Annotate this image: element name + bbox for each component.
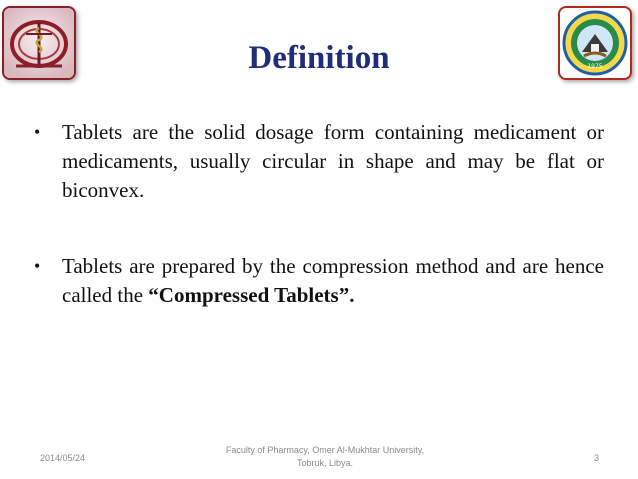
footer-date: 2014/05/24	[40, 453, 86, 463]
footer-institution	[200, 444, 450, 470]
bullet-text	[62, 252, 604, 310]
bullet-item-2	[34, 252, 604, 310]
bullet-text-plain: Tablets are prepared by the compression method and are hence called the	[62, 254, 604, 307]
bullet-marker: •	[34, 122, 41, 142]
bullet-text: Tablets are the solid dosage form containing medicament or medicaments, usually circular in shape and may be flat or biconvex.	[62, 120, 604, 202]
bullet-marker: •	[34, 256, 41, 276]
page-number: 3	[594, 453, 600, 463]
bullet-text-bold: “Compressed Tablets”.	[148, 283, 355, 307]
footer-institution-line-1: Faculty of Pharmacy, Omer Al-Mukhtar University,	[225, 445, 425, 455]
seal-year: 1975	[587, 63, 603, 70]
bullet-item-1	[34, 118, 604, 205]
footer-institution-line-2: Tobruk, Libya.	[296, 458, 354, 468]
slide-title: Definition	[248, 40, 390, 76]
